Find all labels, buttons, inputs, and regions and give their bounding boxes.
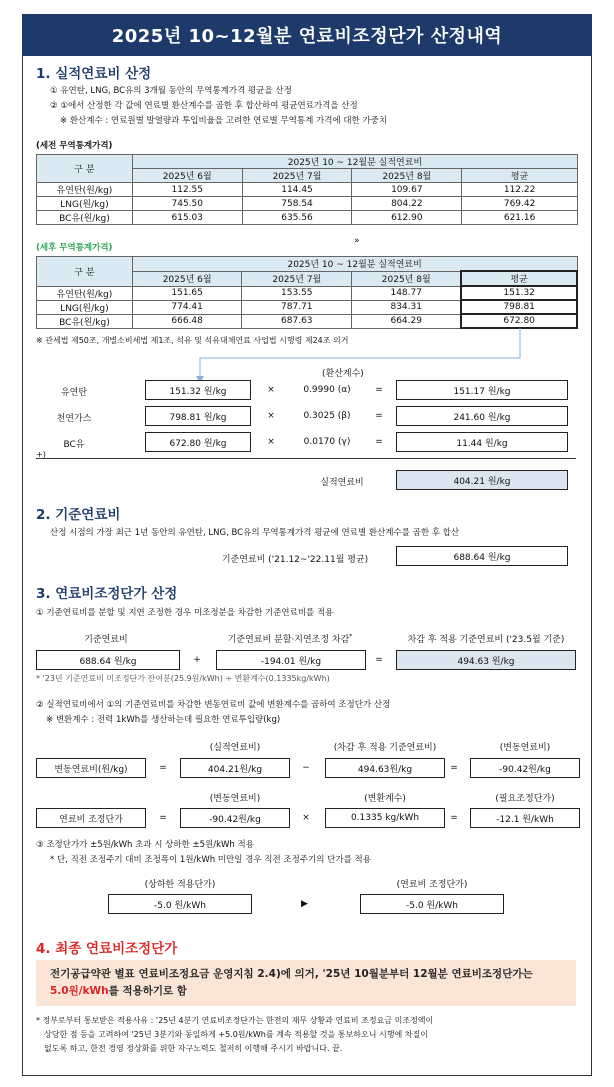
r2-h2: (변환계수)	[364, 794, 406, 804]
tax-law-note: ※ 관세법 제50조, 개별소비세법 제1조, 석유 및 석유대체연료 사업법 시행령 제24조 의거	[36, 336, 349, 345]
calc-result-box: 151.17 원/kg	[396, 380, 568, 400]
section1-line1: ① 유연탄, LNG, BC유의 3개월 동안의 무역통계가격 평균을 산정	[50, 86, 292, 96]
equals-sign: =	[375, 655, 383, 665]
sum-divider	[36, 458, 576, 459]
final-decision-box	[36, 960, 576, 1006]
table-row: 유연탄(원/kg) 112.55 114.45 109.67 112.22	[37, 183, 578, 197]
r1-v2: 494.63원/kg	[325, 758, 445, 778]
r2-label: 연료비 조정단가	[36, 808, 146, 828]
footnote-line1: * 정부로부터 통보받은 적용사유 : '25년 4분기 연료비조정단가는 한전의 재무 상황과 연료비 조정요금 미조정액이	[36, 1016, 434, 1025]
avg-header: 평균	[461, 271, 577, 286]
equals-sign: =	[159, 763, 167, 773]
r1-label: 변동연료비(원/kg)	[36, 758, 146, 778]
h-split: 기준연료비 분할·지연조정 차감*	[227, 633, 353, 645]
footnote-line3: 없도록 하고, 한전 경영 정상화를 위한 자구노력도 철저히 이행해 주시기 바랍니다. 끝.	[44, 1044, 343, 1053]
calc-fuel-name: 천연가스	[56, 414, 92, 424]
month-header: 2025년 8월	[352, 271, 462, 286]
month-header: 2025년 6월	[132, 169, 242, 183]
section3-desc2-note: ※ 변환계수 : 전력 1kWh를 생산하는데 필요한 연료투입량(kg)	[46, 715, 281, 725]
table-row: 유연탄(원/kg) 151.65 153.55 148.77 151.32	[37, 286, 578, 300]
month-header: 2025년 6월	[132, 271, 242, 286]
h-applied: 차감 후 적용 기준연료비 ('23.5월 기준)	[407, 635, 565, 645]
r1-v3: -90.42원/kg	[470, 758, 580, 778]
document-title: 2025년 10~12월분 연료비조정단가 산정내역	[22, 14, 592, 56]
equals-sign: =	[375, 437, 383, 447]
actual-fuel-label: 실적연료비	[320, 478, 364, 488]
calc-coef: 0.0170 (γ)	[303, 437, 351, 447]
section1-line2: ② ①에서 산정한 각 값에 연료별 환산계수를 곱한 후 합산하여 평균연료가격을 산정	[50, 101, 358, 111]
avg-header: 평균	[462, 169, 578, 183]
plus-sign: +	[193, 655, 201, 665]
month-header: 2025년 8월	[352, 169, 462, 183]
equals-sign: =	[375, 411, 383, 421]
equals-sign: =	[159, 813, 167, 823]
actual-fuel-value: 404.21 원/kg	[396, 470, 568, 490]
v-applied: 494.63 원/kg	[396, 650, 576, 670]
final-line2: 를 적용하기로 함	[108, 985, 187, 997]
table-period: 2025년 10 ~ 12월분 실적연료비	[132, 155, 577, 169]
section1-line3: ※ 환산계수 : 연료원별 발열량과 투입비율을 고려한 연료별 무역통계 가격에 대한 가중치	[60, 116, 388, 126]
footnote-unadjusted: * '23년 기준연료비 미조정단가 잔여분(25.9원/kWh) ÷ 변환계수(0.1335kg/kWh)	[36, 674, 330, 683]
final-value: -5.0 원/kWh	[360, 894, 504, 914]
r2-v1: -90.42원/kg	[180, 808, 290, 828]
final-header: (연료비 조정단가)	[396, 880, 468, 890]
calc-fuel-name: BC유	[63, 440, 85, 450]
section3-desc3: ③ 조정단가가 ±5원/kWh 초과 시 상하한 ±5원/kWh 적용	[36, 840, 254, 850]
table-gubun: 구 분	[37, 257, 133, 287]
section3-desc2: ② 실적연료비에서 ①의 기준연료비를 차감한 변동연료비 값에 변환계수를 곱하여 조정단가 산정	[36, 700, 391, 710]
r2-h1: (변동연료비)	[209, 794, 261, 804]
aftertax-table	[36, 256, 578, 329]
section2-desc: 산정 시점의 가장 최근 1년 동안의 유연탄, LNG, BC유의 무역통계가격 평균에 연료별 환산계수를 곱한 후 합산	[50, 528, 460, 538]
r2-h3: (필요조정단가)	[495, 794, 555, 804]
final-line1: 전기공급약관 별표 연료비조정요금 운영지침 2.4)에 의거, '25년 10월분부터 12월분 연료비조정단가는	[50, 968, 533, 980]
calc-coef: 0.3025 (β)	[303, 411, 351, 421]
minus-sign: −	[302, 763, 310, 773]
equals-sign: =	[450, 813, 458, 823]
h-base: 기준연료비	[84, 635, 128, 645]
month-header: 2025년 7월	[242, 271, 352, 286]
down-arrow-icon: »	[354, 236, 360, 246]
calc-price-box: 151.32 원/kg	[145, 380, 251, 400]
times-sign: ×	[302, 813, 310, 823]
calc-fuel-name: 유연탄	[60, 388, 88, 398]
table-row: BC유(원/kg) 666.48 687.63 664.29 672.80	[37, 314, 578, 328]
table-gubun: 구 분	[37, 155, 133, 183]
cap-value: -5.0 원/kWh	[108, 894, 252, 914]
equals-sign: =	[375, 385, 383, 395]
table-row: LNG(원/kg) 745.50 758.54 804.22 769.42	[37, 197, 578, 211]
month-header: 2025년 7월	[242, 169, 352, 183]
calc-result-box: 11.44 원/kg	[396, 432, 568, 452]
r1-h2: (차감 후 적용 기준연료비)	[333, 743, 437, 753]
equals-sign: =	[450, 763, 458, 773]
right-arrow-icon: ▶	[301, 899, 308, 909]
pretax-label: (세전 무역통계가격)	[36, 141, 113, 151]
times-sign: ×	[267, 411, 275, 421]
section3-heading: 3. 연료비조정단가 산정	[36, 586, 178, 602]
r2-v2: 0.1335 kg/kWh	[325, 808, 445, 828]
section4-heading: 4. 최종 연료비조정단가	[36, 941, 178, 957]
table-period: 2025년 10 ~ 12월분 실적연료비	[132, 257, 577, 272]
sum-sign: +)	[36, 450, 46, 459]
calc-result-box: 241.60 원/kg	[396, 406, 568, 426]
r1-h1: (실적연료비)	[209, 743, 261, 753]
footnote-line2: 상당한 점 등을 고려하여 '25년 3분기와 동일하게 +5.0원/kWh를 계속 적용할 것을 통보하오니 시행에 차질이	[44, 1030, 428, 1039]
base-fuel-value: 688.64 원/kg	[396, 546, 568, 566]
table-row: LNG(원/kg) 774.41 787.71 834.31 798.81	[37, 300, 578, 314]
final-rate: 5.0원/kWh	[50, 985, 109, 997]
v-base: 688.64 원/kg	[36, 650, 180, 670]
calc-coef: 0.9990 (α)	[303, 385, 351, 395]
pretax-table	[36, 154, 578, 225]
times-sign: ×	[267, 385, 275, 395]
v-split: -194.01 원/kg	[216, 650, 366, 670]
cap-header: (상하한 적용단가)	[144, 880, 216, 890]
section3-desc1: ① 기준연료비를 분할 및 지연 조정한 경우 미조정분을 차감한 기준연료비를 적용	[36, 608, 334, 618]
r1-v1: 404.21원/kg	[180, 758, 290, 778]
base-fuel-label: 기준연료비 ('21.12~'22.11월 평균)	[221, 555, 369, 565]
calc-price-box: 672.80 원/kg	[145, 432, 251, 452]
times-sign: ×	[267, 437, 275, 447]
table-row: BC유(원/kg) 615.03 635.56 612.90 621.16	[37, 211, 578, 225]
r2-v3: -12.1 원/kWh	[470, 808, 580, 828]
coef-label: (환산계수)	[322, 369, 364, 379]
r1-h3: (변동연료비)	[499, 743, 551, 753]
calc-price-box: 798.81 원/kg	[145, 406, 251, 426]
section2-heading: 2. 기준연료비	[36, 507, 121, 523]
aftertax-label: (세후 무역통계가격)	[36, 243, 113, 253]
section1-heading: 1. 실적연료비 산정	[36, 66, 152, 82]
section3-desc3-note: * 단, 직전 조정주기 대비 조정폭이 1원/kWh 미만일 경우 직전 조정주기의 단가를 적용	[50, 855, 371, 865]
